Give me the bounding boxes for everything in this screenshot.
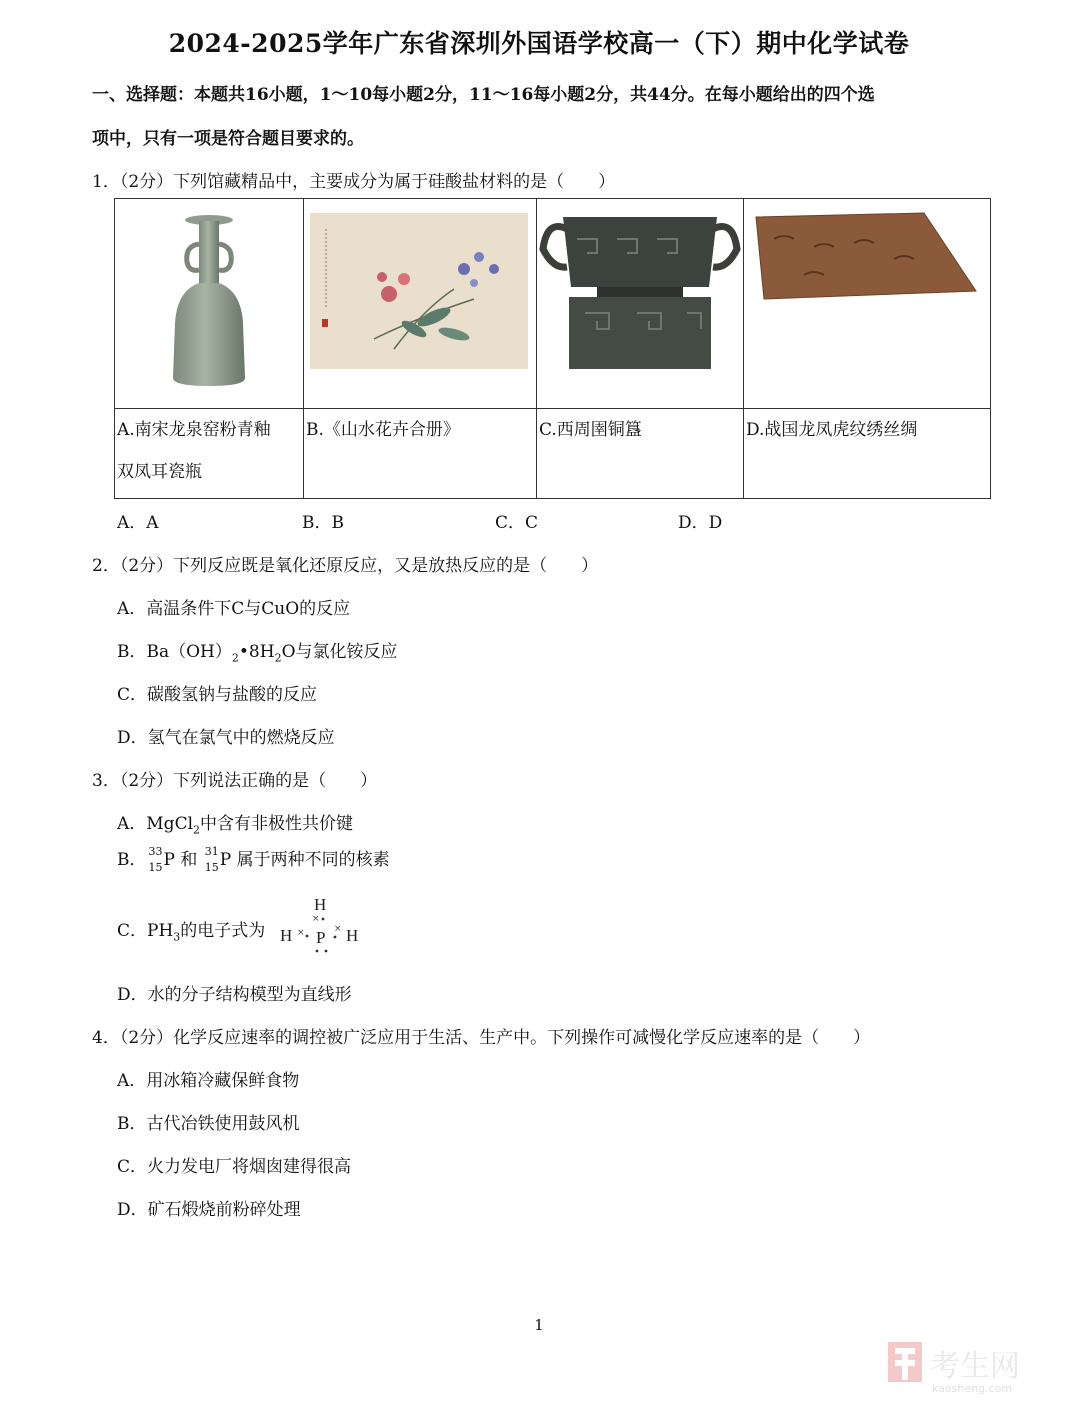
svg-text:H: H [346, 926, 359, 945]
caption-b: B.《山水花卉合册》 [306, 420, 460, 440]
q3-option-a [117, 809, 353, 836]
image-cell-b [304, 199, 537, 409]
caption-cell-b [304, 409, 537, 499]
flower-painting-image [304, 199, 536, 404]
q3-b-pre: B． [117, 850, 147, 870]
question-1-stem: 1．（2分）下列馆藏精品中，主要成分为属于硅酸盐材料的是（ ） [92, 172, 616, 192]
q2-option-b [117, 637, 398, 664]
question-4-stem: 4．（2分）化学反应速率的调控被广泛应用于生活、生产中。下列操作可减慢化学反应速率的是（ ） [92, 1028, 871, 1048]
q3-option-c [117, 916, 265, 943]
silk-embroidery-image [744, 199, 990, 404]
iso2-num: 15 [204, 860, 219, 874]
caption-a-line1: A.南宋龙泉窑粉青釉 [117, 420, 271, 440]
iso2-elem: P [219, 850, 232, 870]
q3-option-d: D．水的分子结构模型为直线形 [117, 985, 352, 1005]
q3-c-pre: C．PH [117, 921, 174, 941]
q4-option-d: D．矿石煅烧前粉碎处理 [117, 1200, 301, 1220]
page-number: 1 [534, 1316, 544, 1334]
q2-option-a: A．高温条件下C与CuO的反应 [117, 599, 351, 619]
caption-cell-d [744, 409, 991, 499]
q1-choice-b: B．B [302, 513, 344, 533]
iso1-num: 15 [148, 860, 163, 874]
caption-d: D.战国龙凤虎纹绣丝绸 [746, 420, 918, 440]
q1-choice-c: C．C [495, 513, 539, 533]
question-3-stem: 3．（2分）下列说法正确的是（ ） [92, 771, 378, 791]
caption-c: C.西周圉铜簋 [539, 420, 642, 440]
watermark-brand: 考生网 [930, 1349, 1020, 1384]
isotope-p33 [147, 846, 163, 876]
svg-text:×: × [312, 914, 320, 924]
q4-option-b: B．古代冶铁使用鼓风机 [117, 1114, 300, 1134]
q3-b-mid: 和 [180, 850, 198, 870]
image-cell-d [744, 199, 991, 409]
watermark-url: kaosheng.com [932, 1382, 1013, 1395]
caption-cell-c [537, 409, 744, 499]
svg-text:H: H [314, 895, 327, 914]
iso1-mass: 33 [148, 844, 163, 858]
question-2-stem: 2．（2分）下列反应既是氧化还原反应，又是放热反应的是（ ） [92, 556, 599, 576]
q3-a-post: 中含有非极性共价键 [200, 814, 354, 834]
q3-c-post: 的电子式为 [180, 921, 266, 941]
q2-b-mid: •8H [238, 642, 275, 662]
svg-text:×: × [297, 928, 305, 938]
q2-b-sub: 2 [231, 651, 239, 665]
q1-choice-a: A．A [117, 513, 159, 533]
isotope-p31 [203, 846, 219, 876]
celadon-vase-image [115, 199, 303, 404]
q2-option-d: D．氢气在氯气中的燃烧反应 [117, 728, 335, 748]
section-heading-line2: 项中，只有一项是符合题目要求的。 [92, 129, 364, 149]
q3-a-sub: 2 [193, 823, 201, 837]
svg-text:×: × [334, 924, 342, 934]
q4-option-a: A．用冰箱冷藏保鲜食物 [117, 1071, 300, 1091]
question-1-image-table [114, 198, 991, 499]
page-title: 2024-2025学年广东省深圳外国语学校高一（下）期中化学试卷 [168, 29, 910, 58]
section-heading-line1: 一、选择题：本题共16小题，1～10每小题2分，11～16每小题2分，共44分。在每小题给出的四个选 [92, 85, 875, 105]
q2-b-post: O与氯化铵反应 [281, 642, 398, 662]
watermark-logo [886, 1338, 1056, 1402]
bronze-gui-image [537, 199, 743, 404]
q3-option-b [117, 845, 390, 876]
ph3-electron-dot-diagram [276, 893, 366, 957]
caption-cell-a [115, 409, 304, 499]
svg-text:H: H [280, 926, 293, 945]
q4-option-c: C．火力发电厂将烟囱建得很高 [117, 1157, 352, 1177]
q1-choice-d: D．D [678, 513, 723, 533]
q3-b-post: 属于两种不同的核素 [236, 850, 390, 870]
caption-a-line2: 双凤耳瓷瓶 [117, 462, 202, 482]
image-cell-c [537, 199, 744, 409]
svg-text:P: P [316, 928, 326, 947]
q3-a-pre: A．MgCl [117, 814, 194, 834]
iso1-elem: P [163, 850, 175, 870]
q2-option-c: C．碳酸氢钠与盐酸的反应 [117, 685, 318, 705]
q2-b-sub2: 2 [274, 651, 282, 665]
q2-b-pre: B．Ba（OH） [117, 642, 232, 662]
q3-c-sub: 3 [173, 930, 181, 944]
kaosheng-logo-icon [886, 1338, 1056, 1398]
iso2-mass: 31 [204, 844, 219, 858]
image-cell-a [115, 199, 304, 409]
